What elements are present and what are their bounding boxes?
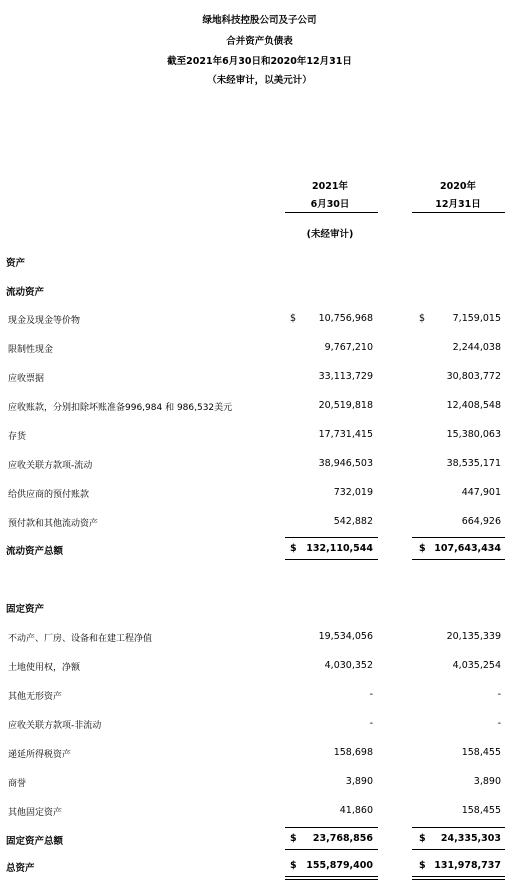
current-row-label: 限制性现金 [8,345,54,355]
fixed-row-value-2021: 19,534,056 [318,631,373,642]
total-assets-label: 总资产 [6,863,35,874]
fixed-total-top-rule-1 [285,827,378,828]
fixed-row-value-2020: - [497,718,501,729]
fixed-row-label: 不动产、厂房、设备和在建工程净值 [8,634,153,644]
current-row-value-2021: 38,946,503 [318,458,373,469]
current-total-top-rule-1 [285,537,378,538]
fixed-total-currency-1: $ [290,833,297,844]
fixed-total-bottom-rule-2 [412,849,505,850]
current-row-value-2020: 2,244,038 [452,342,501,353]
current-row-value-2020: 664,926 [461,516,501,527]
fixed-row-label: 土地使用权，净额 [8,663,81,673]
fixed-row-label: 应收关联方款项-非流动 [8,721,102,731]
total-assets-double-rule-1 [285,876,378,880]
current-total-bottom-rule-1 [285,559,378,560]
current-row-label: 应收账款，分别扣除坏账准备996,984 和 986,532美元 [8,403,233,413]
current-row-label: 应收票据 [8,374,45,384]
current-row-label: 应收关联方款项-流动 [8,461,93,471]
current-row-label: 现金及现金等价物 [8,316,81,326]
current-row-value-2020: 447,901 [461,487,501,498]
fixed-row-value-2020: 3,890 [473,776,501,787]
section-current-assets: 流动资产 [6,287,45,298]
current-row-value-2021: 10,756,968 [318,313,373,324]
fixed-row-label: 其他无形资产 [8,692,63,702]
current-row-value-2021: 732,019 [333,487,373,498]
total-assets-value-2020: 131,978,737 [434,860,501,871]
section-assets: 资产 [6,258,26,269]
current-row-label: 存货 [8,432,27,442]
col1-header-rule [285,212,378,213]
fixed-row-label: 商誉 [8,779,27,789]
fixed-row-value-2020: - [497,689,501,700]
total-assets-currency-1: $ [290,860,297,871]
fixed-row-value-2021: - [369,689,373,700]
total-assets-value-2021: 155,879,400 [306,860,373,871]
statement-dates: 截至2021年6月30日和2020年12月31日 [167,56,352,67]
fixed-row-label: 其他固定资产 [8,808,63,818]
col1-date: 6月30日 [310,199,350,210]
statement-units: （未经审计，以美元计） [207,75,312,86]
current-row-label: 预付款和其他流动资产 [8,519,99,529]
current-row-value-2020: 15,380,063 [446,429,501,440]
statement-title: 合并资产负债表 [226,36,293,47]
total-assets-double-rule-2 [412,876,505,880]
col2-header-rule [412,212,505,213]
section-fixed-assets: 固定资产 [6,604,45,615]
current-total-value-2021: 132,110,544 [306,543,373,554]
current-row-label: 给供应商的预付账款 [8,490,90,500]
fixed-total-value-2020: 24,335,303 [440,833,501,844]
fixed-row-value-2021: 3,890 [345,776,373,787]
fixed-row-value-2020: 20,135,339 [446,631,501,642]
current-total-value-2020: 107,643,434 [434,543,501,554]
col2-year: 2020年 [440,181,476,192]
total-assets-currency-2: $ [419,860,426,871]
fixed-row-value-2021: 4,030,352 [324,660,373,671]
col1-year: 2021年 [312,181,348,192]
current-row-value-2020: 38,535,171 [446,458,501,469]
col2-date: 12月31日 [435,199,481,210]
fixed-total-bottom-rule-1 [285,849,378,850]
current-total-label: 流动资产总额 [6,546,64,557]
fixed-total-currency-2: $ [419,833,426,844]
current-row-value-2021: 9,767,210 [324,342,373,353]
current-row-currency-2020: $ [419,313,426,324]
fixed-row-value-2021: - [369,718,373,729]
current-row-currency-2021: $ [290,313,297,324]
unaudited-note: (未经审计) [306,229,354,240]
fixed-row-value-2021: 158,698 [333,747,373,758]
current-row-value-2021: 20,519,818 [318,400,373,411]
current-row-value-2020: 30,803,772 [446,371,501,382]
current-total-currency-2: $ [419,543,426,554]
current-row-value-2021: 17,731,415 [318,429,373,440]
fixed-total-value-2021: 23,768,856 [312,833,373,844]
fixed-row-value-2020: 158,455 [461,805,501,816]
current-total-currency-1: $ [290,543,297,554]
current-total-bottom-rule-2 [412,559,505,560]
current-row-value-2021: 542,882 [333,516,373,527]
fixed-row-value-2020: 4,035,254 [452,660,501,671]
current-row-value-2020: 7,159,015 [452,313,501,324]
current-row-value-2021: 33,113,729 [318,371,373,382]
fixed-total-label: 固定资产总额 [6,836,64,847]
company-name: 绿地科技控股公司及子公司 [202,15,317,26]
fixed-total-top-rule-2 [412,827,505,828]
current-total-top-rule-2 [412,537,505,538]
current-row-value-2020: 12,408,548 [446,400,501,411]
fixed-row-value-2020: 158,455 [461,747,501,758]
fixed-row-label: 递延所得税资产 [8,750,72,760]
fixed-row-value-2021: 41,860 [339,805,373,816]
